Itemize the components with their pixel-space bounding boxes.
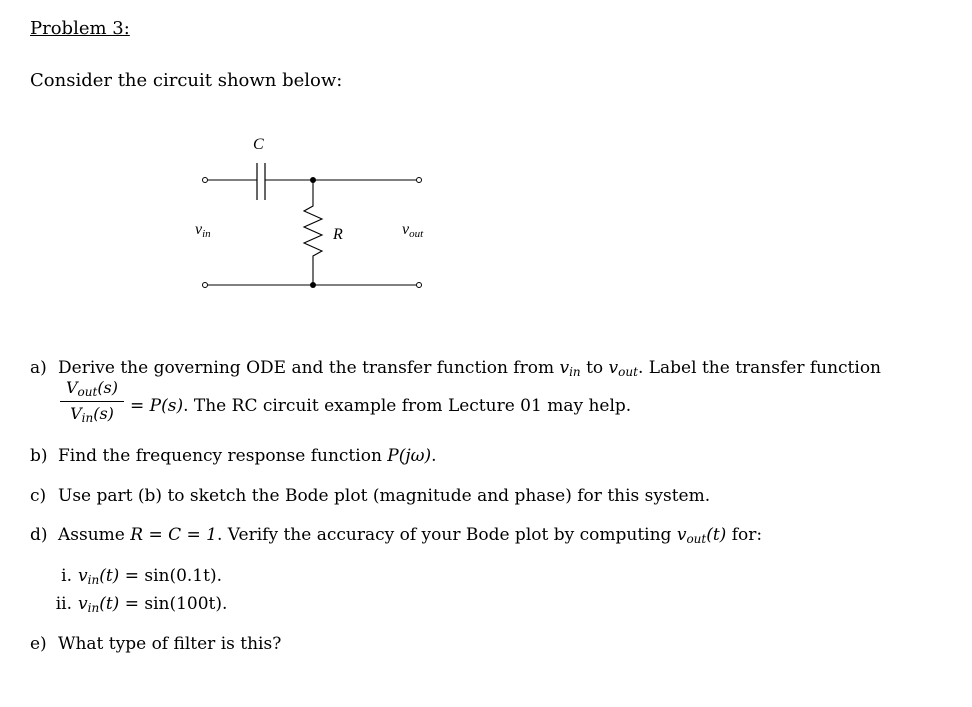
question-d-marker: d) xyxy=(30,525,48,545)
item-i-func: sin(0.1t) xyxy=(144,566,217,586)
question-a-text-2: to xyxy=(580,358,609,378)
transfer-function-rest xyxy=(130,396,631,416)
item-ii-func: sin(100t) xyxy=(144,594,222,614)
resistor-zigzag xyxy=(304,180,322,285)
output-bottom-terminal xyxy=(417,283,422,288)
question-a-marker: a) xyxy=(30,358,47,378)
question-d-text-1: Assume xyxy=(58,525,131,545)
question-d-vout-t: $v_{out}(t)$ xyxy=(676,525,727,546)
item-ii-marker: ii. xyxy=(55,594,72,614)
input-bottom-terminal xyxy=(203,283,208,288)
question-c xyxy=(30,486,710,506)
question-b-end: . xyxy=(431,446,437,466)
question-d-math-1: R = C = 1 xyxy=(130,525,217,545)
fraction-numerator: $V_{out}(s)$ xyxy=(60,378,124,402)
question-d xyxy=(30,525,762,546)
input-top-terminal xyxy=(203,178,208,183)
question-b xyxy=(30,446,437,466)
question-e-text: What type of filter is this? xyxy=(58,634,282,654)
question-a-text-3: . Label the transfer function xyxy=(637,358,882,378)
output-voltage-label: vout xyxy=(402,221,424,240)
question-a-text-1: Derive the governing ODE and the transfer function from xyxy=(58,358,560,378)
question-d-item-i xyxy=(44,566,222,587)
question-a-vin: $v_{in}$ xyxy=(559,358,581,379)
rc-circuit-diagram xyxy=(180,130,460,310)
transfer-function-fraction xyxy=(60,378,124,425)
problem-title: Problem 3: xyxy=(30,18,130,39)
output-top-terminal xyxy=(417,178,422,183)
resistor-label: R xyxy=(333,226,343,243)
question-c-text: Use part (b) to sketch the Bode plot (magnitude and phase) for this system. xyxy=(58,486,711,506)
input-voltage-label: vin xyxy=(195,221,211,240)
transfer-function-note: . The RC circuit example from Lecture 01 may help. xyxy=(183,396,632,416)
transfer-function-equals: = P(s) xyxy=(130,396,184,416)
fraction-denominator: $V_{in}(s)$ xyxy=(70,404,114,425)
question-b-math: P(jω) xyxy=(387,446,432,466)
item-i-end: . xyxy=(216,566,222,586)
question-e-marker: e) xyxy=(30,634,47,654)
capacitor-label: C xyxy=(253,136,264,153)
bottom-node xyxy=(310,282,316,288)
question-a-vout: $v_{out}$ xyxy=(608,358,638,379)
question-d-item-ii xyxy=(44,594,227,615)
question-c-marker: c) xyxy=(30,486,47,506)
question-a xyxy=(30,358,881,379)
question-e xyxy=(30,634,281,654)
problem-intro: Consider the circuit shown below: xyxy=(30,70,343,91)
question-b-marker: b) xyxy=(30,446,48,466)
item-i-marker: i. xyxy=(61,566,72,586)
question-d-text-3: for: xyxy=(726,525,763,545)
item-i-expr: $v_{in}(t)$ = xyxy=(78,566,145,587)
item-ii-expr: $v_{in}(t)$ = xyxy=(78,594,145,615)
item-ii-end: . xyxy=(222,594,228,614)
question-d-text-2: . Verify the accuracy of your Bode plot by computing xyxy=(217,525,677,545)
question-b-text: Find the frequency response function xyxy=(58,446,388,466)
